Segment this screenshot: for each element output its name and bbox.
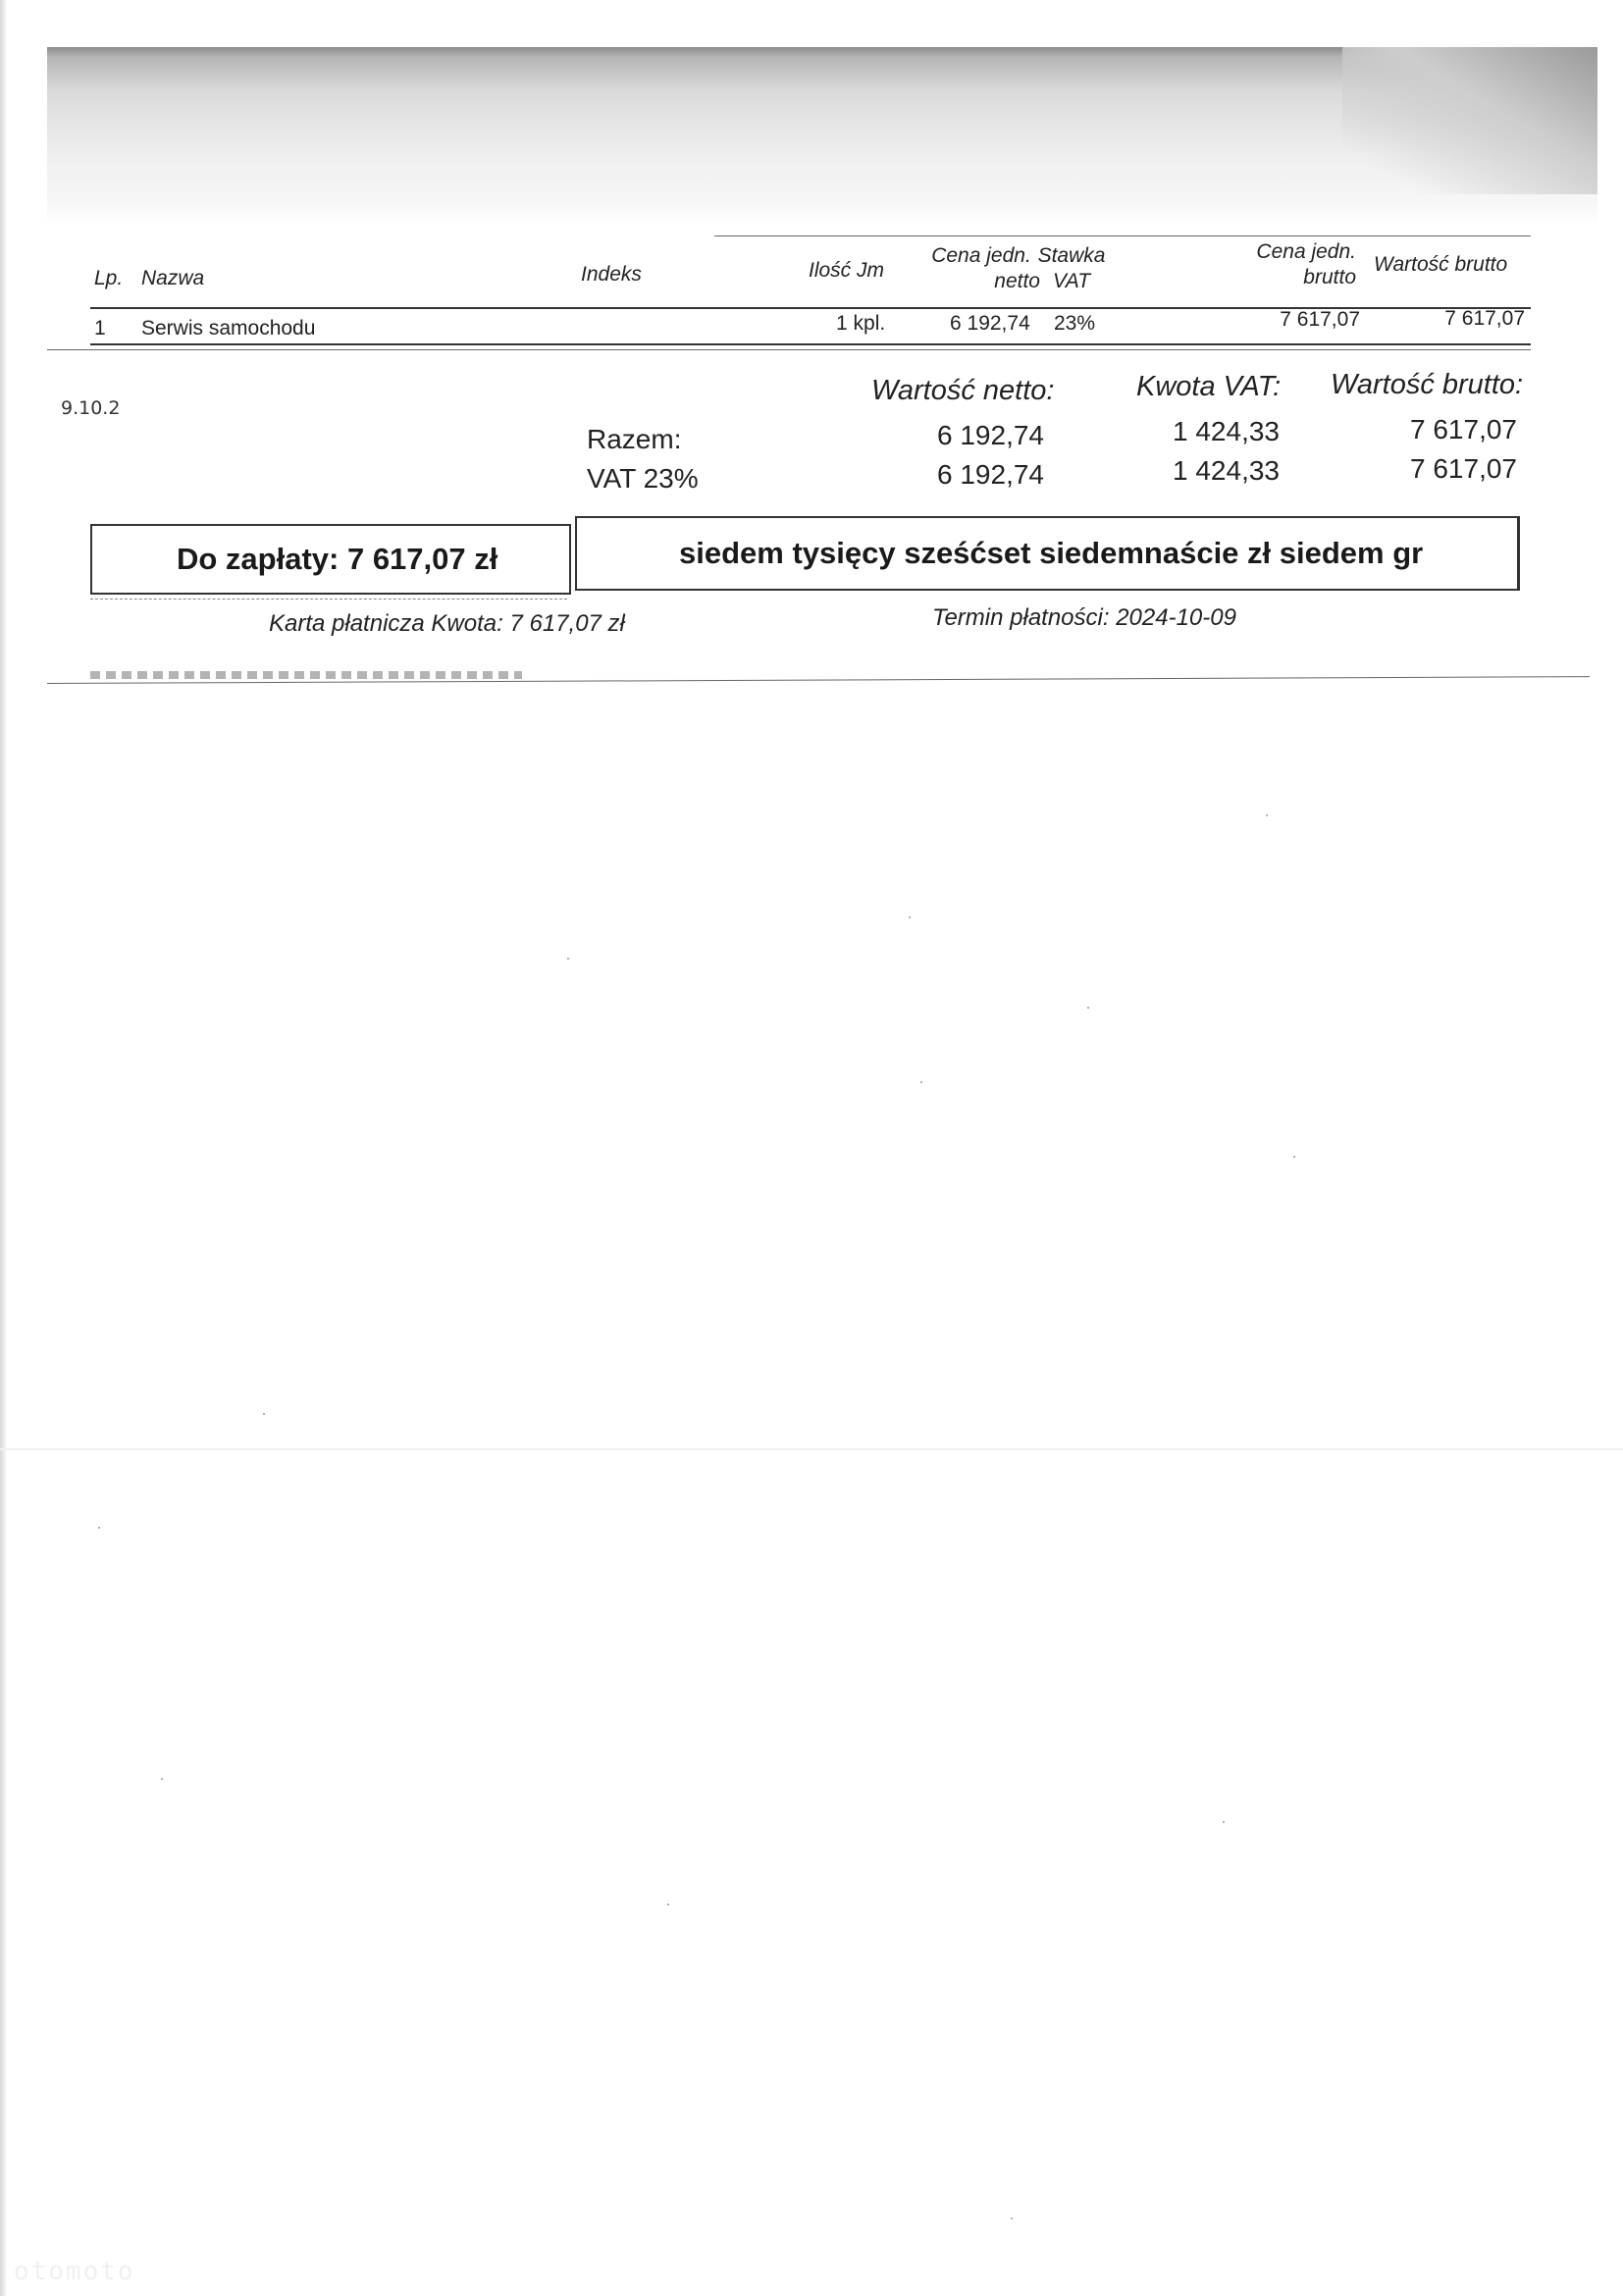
row-ilosc: 1 kpl.	[836, 312, 886, 335]
scan-speck	[667, 1904, 669, 1905]
scan-speck	[1293, 1156, 1295, 1158]
header-cena-brutto	[1238, 239, 1356, 290]
watermark: otomoto	[14, 2257, 135, 2286]
scan-speck	[920, 1081, 922, 1083]
summary-vat23-netto: 6 192,74	[937, 459, 1044, 490]
box-dash-rule	[90, 599, 567, 600]
header-lp: Lp.	[94, 267, 124, 289]
summary-header-brutto: Wartość brutto:	[1331, 369, 1524, 400]
scan-speck	[1087, 1007, 1089, 1009]
cut-off-text-remnant	[90, 671, 522, 679]
row-cena-netto: 6 192,74	[950, 312, 1030, 335]
scan-shadow-band	[47, 47, 1597, 226]
summary-header-netto: Wartość netto:	[871, 375, 1055, 406]
table-bottom-rule	[90, 343, 1531, 345]
summary-header-vat: Kwota VAT:	[1136, 371, 1282, 402]
summary-label-vat23: VAT 23%	[587, 463, 699, 494]
header-nazwa: Nazwa	[141, 267, 205, 289]
row-nazwa: Serwis samochodu	[141, 317, 316, 339]
header-wartosc-brutto: Wartość brutto	[1374, 253, 1508, 276]
header-cena-brutto-line2: brutto	[1303, 266, 1356, 288]
summary-razem-vat: 1 424,33	[1173, 416, 1280, 446]
row-cena-brutto: 7 617,07	[1280, 308, 1360, 331]
header-indeks: Indeks	[581, 263, 642, 286]
table-top-rule	[714, 235, 1531, 236]
summary-label-razem: Razem:	[587, 424, 682, 454]
summary-razem-brutto: 7 617,07	[1410, 414, 1517, 444]
amount-due: Do zapłaty: 7 617,07 zł	[177, 542, 498, 576]
handwritten-note: 9.10.2	[61, 397, 121, 419]
scan-speck	[567, 958, 569, 960]
header-cena-netto	[922, 243, 1040, 294]
header-cena-netto-line1: Cena jedn.	[931, 244, 1031, 267]
scan-speck	[98, 1527, 100, 1529]
scan-speck	[263, 1413, 265, 1415]
amount-due-box	[90, 524, 571, 595]
scan-speck	[1266, 814, 1268, 816]
amount-in-words: siedem tysięcy sześćset siedemnaście zł siedem gr	[679, 536, 1424, 570]
row-stawka: 23%	[1054, 312, 1096, 335]
header-stawka-line1: Stawka	[1037, 244, 1106, 267]
header-cena-brutto-line1: Cena jedn.	[1256, 240, 1356, 263]
summary-vat23-vat: 1 424,33	[1173, 455, 1280, 486]
table-bottom-rule-2	[47, 349, 1531, 350]
scan-left-edge	[0, 0, 6, 2296]
payment-card-amount: Karta płatnicza Kwota: 7 617,07 zł	[269, 610, 625, 637]
row-lp: 1	[94, 317, 106, 339]
row-wartosc-brutto: 7 617,07	[1444, 307, 1525, 330]
scan-speck	[909, 916, 911, 918]
payment-due-date: Termin płatności: 2024-10-09	[932, 604, 1236, 631]
amount-in-words-box	[575, 516, 1520, 591]
summary-vat23-brutto: 7 617,07	[1410, 453, 1517, 484]
scan-speck	[1011, 2218, 1013, 2219]
header-cena-netto-line2: netto	[994, 270, 1040, 292]
summary-razem-netto: 6 192,74	[937, 420, 1044, 450]
header-stawka-line2: VAT	[1052, 270, 1091, 292]
header-ilosc-jm: Ilość Jm	[809, 259, 885, 282]
scan-speck	[1223, 1821, 1225, 1823]
header-stawka-vat	[1032, 243, 1111, 294]
page-fold	[0, 1448, 1623, 1450]
scan-speck	[161, 1778, 163, 1780]
